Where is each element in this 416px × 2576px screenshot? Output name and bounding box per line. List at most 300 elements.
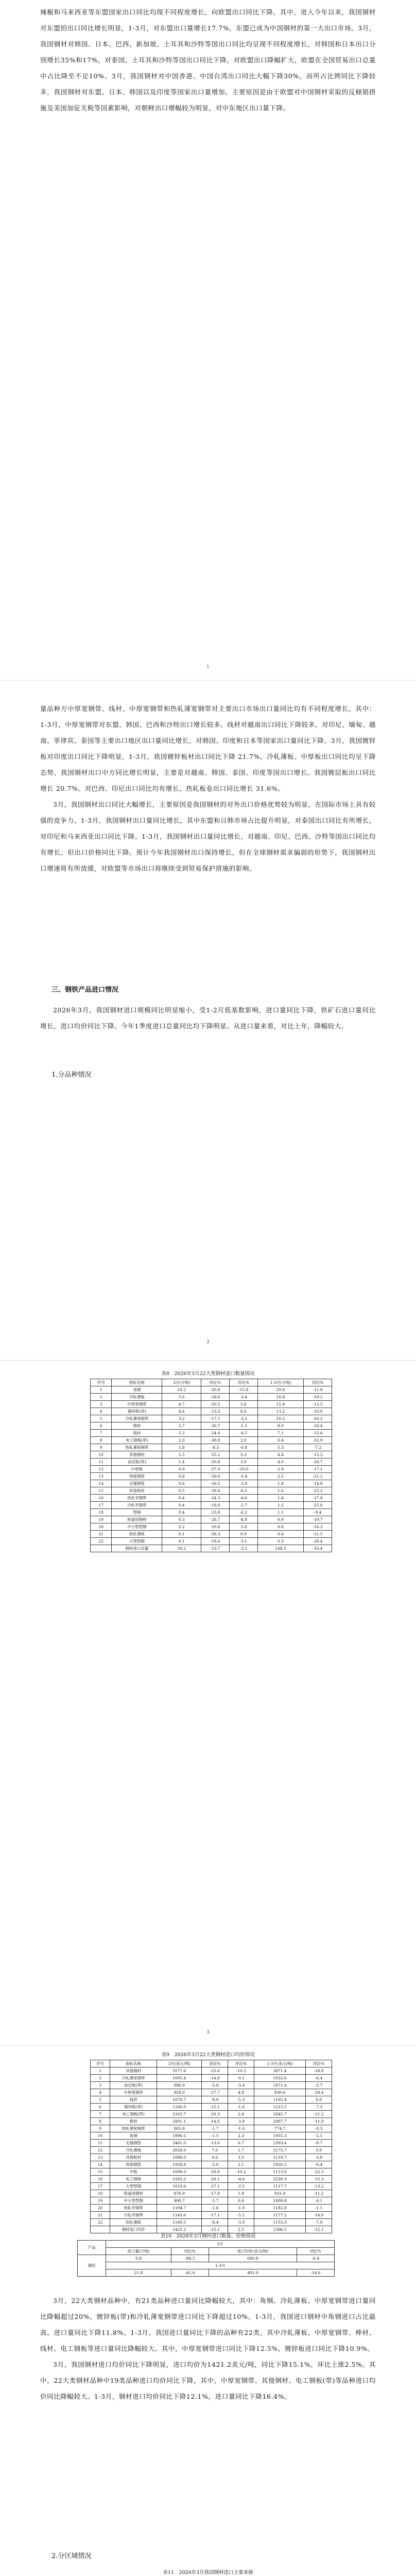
- header-cell: 1-3月(美元/吨): [254, 2060, 306, 2067]
- table-cell: 10: [91, 2132, 110, 2140]
- table-cell: 14: [91, 1480, 112, 1487]
- table-cell: 8: [91, 2118, 110, 2125]
- table-cell: -18.6: [201, 1538, 229, 1545]
- table-cell: 491.0: [209, 2269, 297, 2277]
- table-cell: -8.9: [202, 2096, 228, 2104]
- table-cell: 7.6: [202, 2147, 228, 2154]
- table-cell: 22: [91, 2219, 110, 2226]
- page-number: 3: [206, 2030, 210, 2035]
- table-cell: -6.4: [297, 2255, 334, 2262]
- page4-text: [40, 2293, 376, 2404]
- table-cell: -17.1: [304, 1466, 332, 1473]
- table-cell: 1.4: [257, 1495, 303, 1502]
- table-cell: -26.7: [201, 1516, 229, 1523]
- table-10-title: 表10 2026年3月钢坯进口数量、价格情况: [160, 2233, 256, 2239]
- table-row: [91, 2067, 332, 2075]
- table-cell: -1.7: [202, 2125, 228, 2132]
- table-cell: 1.2: [257, 1502, 303, 1509]
- table-cell: 2: [91, 1394, 112, 1401]
- table-cell: -25.1: [201, 1451, 229, 1459]
- table-cell: 热轧薄板: [110, 2219, 157, 2226]
- table-cell: 棒材: [112, 1422, 162, 1430]
- table-row: [91, 1487, 332, 1495]
- table-row: [91, 1408, 332, 1415]
- table-cell: 17: [91, 2183, 110, 2190]
- page2-paragraph-2: 3月，我国钢材出口同比大幅增长，主要原因是我国钢材的对外出口价格优势较为明显，在国际市场上具有较强的竞争力。1-3月，我国钢材出口量同比增长，其中东盟和日韩市场占比提升明显，对泰国出口同比有所增长，对印尼和马来西亚出口同比下降。1-3月，我国钢材出口量同比增长，对越南、印尼、巴西、沙特等国出口同比均有增长，但出口价格同比下降。预计今年我国钢材出口保持增长，但在全球钢材需求偏弱的形势下，我国钢材出口增速将有所放缓，对欧盟等市场出口将继续受到贸易保护措施的影响。: [40, 801, 376, 872]
- table-cell: 冷轧薄宽钢带: [112, 1415, 162, 1422]
- table-cell: 其他钢材: [112, 1451, 162, 1459]
- table-cell: 大型型钢: [112, 1538, 162, 1545]
- table-cell: 焊接钢管: [112, 1473, 162, 1480]
- table-cell: 2183.2: [157, 2176, 201, 2183]
- table-row: [91, 2096, 332, 2104]
- table-cell: -14.8: [202, 2075, 228, 2082]
- table-cell: -7.9: [306, 2219, 332, 2226]
- table-cell: -27.7: [202, 2089, 228, 2096]
- table-cell: -22.3: [306, 2168, 332, 2176]
- table-cell: 2.5: [228, 2226, 254, 2233]
- table-row: [78, 2269, 335, 2277]
- header-cell: 指标名称: [112, 1379, 162, 1386]
- table-cell: -17.9: [202, 2190, 228, 2197]
- table-cell: -5.4: [229, 1473, 257, 1480]
- table-cell: 0.3: [162, 1516, 201, 1523]
- table-cell: 1117.7: [254, 2183, 306, 2190]
- table-cell: 805.9: [157, 2125, 201, 2132]
- table-cell: 1032.6: [254, 2075, 306, 2082]
- table-cell: -11.9: [306, 2118, 332, 2125]
- table-cell: -25.8: [304, 1502, 332, 1509]
- table-cell: 50.2: [162, 1545, 201, 1552]
- table-cell: 3: [91, 2082, 110, 2089]
- table-row: [91, 2197, 332, 2205]
- table-cell: 1177.2: [254, 2212, 306, 2219]
- table-cell: 0.1: [162, 1531, 201, 1538]
- table-cell: 0.9: [162, 1466, 201, 1473]
- table-cell: 17: [91, 1502, 112, 1509]
- table-cell: 12: [91, 1466, 112, 1473]
- table-cell: -3.4: [229, 1394, 257, 1401]
- table-cell: 680.8: [209, 2255, 297, 2262]
- table-cell: -17.1: [202, 2212, 228, 2219]
- table-cell: 2.2: [162, 1430, 201, 1437]
- table-cell: -4.5: [229, 1430, 257, 1437]
- table-cell: 1194.7: [157, 2205, 201, 2212]
- table-cell: 0.4: [162, 1495, 201, 1502]
- table-cell: 8.6: [229, 1408, 257, 1415]
- table-cell: -20.3: [202, 2111, 228, 2118]
- header-cell: 序号: [91, 1379, 112, 1386]
- table-cell: 7: [91, 2111, 110, 2118]
- table-cell: 中厚宽钢带: [112, 1401, 162, 1408]
- table-cell: -2.7: [229, 1502, 257, 1509]
- page-4: [0, 2050, 416, 2576]
- table-cell: -27.9: [201, 1466, 229, 1473]
- table-cell: 线材: [112, 1430, 162, 1437]
- table-cell: -14.6: [297, 2269, 334, 2277]
- table-cell: -4.6: [228, 2176, 254, 2183]
- table-cell: 4.8: [228, 2089, 254, 2096]
- table-cell: -4.8: [229, 1516, 257, 1523]
- table-cell: 2028.6: [157, 2147, 201, 2154]
- table-cell: 涂层板(带): [110, 2082, 157, 2089]
- table-cell: -13.6: [202, 2140, 228, 2147]
- table-cell: 冷轧薄板: [110, 2147, 157, 2154]
- table-cell: 1955.3: [254, 2132, 306, 2140]
- table-cell: -19.2: [304, 1394, 332, 1401]
- table-cell: -25.6: [202, 2067, 228, 2075]
- table-cell: -20.1: [202, 2176, 228, 2183]
- table-cell: 焊接钢管: [110, 2161, 157, 2168]
- table-row: [91, 2075, 332, 2082]
- table-row: [91, 1538, 332, 1545]
- table-9-title: 表9 2026年3月22大类钢材进口均价情况: [161, 2052, 255, 2058]
- table-cell: -6.4: [202, 2219, 228, 2226]
- table-cell: 1143.6: [157, 2212, 201, 2219]
- table-cell: 29.8: [257, 1386, 303, 1394]
- table-cell: -20.5: [201, 1401, 229, 1408]
- table-cell: 10.2: [257, 1415, 303, 1422]
- page1-text: [40, 4, 376, 116]
- table-cell: -28.3: [201, 1531, 229, 1538]
- table-row: [91, 1473, 332, 1480]
- table-cell: 5.6: [229, 1401, 257, 1408]
- table-cell: -2.7: [306, 2082, 332, 2089]
- table-cell: -0.1: [228, 2075, 254, 2082]
- table-row: [91, 1495, 332, 1502]
- table-cell: -45.0: [171, 2269, 209, 2277]
- table-cell: 其他板材: [112, 1487, 162, 1495]
- table-row: [91, 1394, 332, 1401]
- table-cell: -16.4: [304, 1545, 332, 1552]
- month-header-cell: 3月: [106, 2241, 335, 2248]
- header-cell: 同比%: [202, 2060, 228, 2067]
- table-cell: 15: [91, 1487, 112, 1495]
- table-cell: -0.8: [229, 1444, 257, 1451]
- table-cell: -8.7: [306, 2140, 332, 2147]
- table-cell: -10.0: [229, 1466, 257, 1473]
- table-cell: 5.3: [257, 1444, 303, 1451]
- table-cell: 7.1: [257, 1430, 303, 1437]
- table-cell: 钢材进口均价: [110, 2226, 157, 2233]
- table-cell: -4.6: [229, 1495, 257, 1502]
- header-cell: 进口均价(美元/吨): [209, 2248, 297, 2255]
- table-cell: 0.9: [257, 1516, 303, 1523]
- table-cell: 热轧窄钢带: [110, 2205, 157, 2212]
- page2-intro: [40, 1002, 376, 1034]
- page2-text: [40, 701, 376, 876]
- table-cell: -8.3: [306, 2125, 332, 2132]
- table-cell: -16.3: [304, 1523, 332, 1531]
- table-row: [91, 1415, 332, 1422]
- table-cell: 15: [91, 2168, 110, 2176]
- table-row: [91, 2183, 332, 2190]
- table-cell: 4.6: [162, 1408, 201, 1415]
- table-cell: -16.2: [304, 1415, 332, 1422]
- table-cell: -18.0: [201, 1502, 229, 1509]
- table-cell: -15.3: [306, 2176, 332, 2183]
- page-number: 1: [206, 665, 210, 670]
- table-cell: -14.6: [202, 2118, 228, 2125]
- table-cell: -19.7: [304, 1516, 332, 1523]
- table-cell: -1.5: [202, 2132, 228, 2140]
- table-cell: -15.1: [202, 2104, 228, 2111]
- table-row: [91, 1386, 332, 1394]
- page2-paragraph-1: 量品种方中厚宽钢带、线材、中厚宽钢带和热轧薄宽钢带对主要出口市场出口量同比均有不同程度增长，其中：1-3月，中厚宽钢带对东盟、韩国、巴西和沙特出口增长较多。线材对越南出口同比下降较多，对印尼、缅甸、越南、菲律宾、泰国等主要出口地区出口量同比增长，对韩国、印度和日本等国家出口量同比下降。3月，我国镀锌板对印度出口同比下降明显，1-3月，我国镀锌板材出口同比下降 21.7%，冷轧薄板、中厚板出口同比均呈下降态势，我国钢材出口中方同比增长明显，主要是对越南、韩国、泰国、印度等国出口增长。我国镀层板出口同比增长 20.7%。对巴西、印尼出口同比均有增长，热轧板卷出口同比增长 31.6%。: [40, 705, 376, 792]
- table-cell: 1113.9: [254, 2168, 306, 2176]
- header-cell: 同比%: [201, 1379, 229, 1386]
- table-cell: 0.8: [257, 1523, 303, 1531]
- page-3: [0, 1365, 416, 2045]
- table-cell: -10.2: [228, 2168, 254, 2176]
- table-cell: 2401.0: [157, 2140, 201, 2147]
- table-cell: -5.3: [228, 2096, 254, 2104]
- table-cell: 7: [91, 1430, 112, 1437]
- table-cell: -2.5: [228, 2183, 254, 2190]
- table-row: [91, 2089, 332, 2096]
- table-cell: -7.3: [306, 2104, 332, 2111]
- table-cell: 20: [91, 2205, 110, 2212]
- header-cell: 同比%: [304, 1379, 332, 1386]
- table-cell: -23.8: [201, 1509, 229, 1516]
- table-cell: 钢材进口总量: [112, 1545, 162, 1552]
- table-cell: -3.9: [229, 1480, 257, 1487]
- table-cell: 6.4: [257, 1437, 303, 1444]
- table-cell: 8.0: [257, 1422, 303, 1430]
- table-row: [91, 2212, 332, 2219]
- table-cell: 1071.4: [254, 2082, 306, 2089]
- table-cell: -28.6: [201, 1487, 229, 1495]
- table-cell: 1153.3: [254, 2219, 306, 2226]
- table-cell: 13.2: [257, 1408, 303, 1415]
- table-cell: 1140.5: [157, 2219, 201, 2226]
- table-cell: -5.8: [202, 2082, 228, 2089]
- table-row: [91, 2190, 332, 2197]
- table-cell: 无缝钢管: [110, 2140, 157, 2147]
- table-row: [91, 1509, 332, 1516]
- table-row: [91, 2205, 332, 2212]
- table-cell: 6: [91, 1422, 112, 1430]
- table-cell: -3.2: [229, 1545, 257, 1552]
- table-cell: 中厚板: [112, 1466, 162, 1473]
- table-cell: 16: [91, 1495, 112, 1502]
- table-cell: 冷轧薄宽钢带: [110, 2075, 157, 2082]
- table-cell: 中厚宽钢带: [110, 2089, 157, 2096]
- table-cell: 1119.7: [254, 2154, 306, 2161]
- table-cell: 2: [91, 2075, 110, 2082]
- page-1: [0, 0, 416, 680]
- table-row: [91, 2168, 332, 2176]
- table-cell: 2045.7: [254, 2111, 306, 2118]
- page-number: 2: [206, 1340, 210, 1345]
- table-cell: 4.4: [257, 1451, 303, 1459]
- table-cell: 11: [91, 2140, 110, 2147]
- table-cell: 6: [91, 2104, 110, 2111]
- table-cell: 1: [91, 2067, 110, 2075]
- table-9-body: [91, 2067, 332, 2233]
- table-cell: -5.2: [228, 2212, 254, 2219]
- table-cell: 电工钢板: [110, 2176, 157, 2183]
- table-cell: -6.2: [229, 1509, 257, 1516]
- table-cell: -14.8: [304, 1480, 332, 1487]
- table-cell: -18.8: [306, 2067, 332, 2075]
- table-cell: -3.9: [228, 2118, 254, 2125]
- table-row: [91, 2118, 332, 2125]
- table-cell: 148.3: [257, 1545, 303, 1552]
- table-cell: -6.4: [306, 2075, 332, 2082]
- table-cell: 2007.7: [254, 2118, 306, 2125]
- table-cell: 22: [91, 1538, 112, 1545]
- table-cell: 18: [91, 1509, 112, 1516]
- table-cell: -28.4: [304, 1538, 332, 1545]
- table-cell: -5.0: [229, 1523, 257, 1531]
- table-cell: 1206.0: [157, 2104, 201, 2111]
- table-cell: -20.8: [201, 1459, 229, 1466]
- table-row: [91, 2161, 332, 2168]
- table-cell: 电工钢板(带): [110, 2111, 157, 2118]
- table-cell: -15.2: [304, 1451, 332, 1459]
- table-row: [91, 1459, 332, 1466]
- table-cell: -13.2: [306, 2183, 332, 2190]
- table-cell: 铁道用钢材: [112, 1516, 162, 1523]
- table-cell: 21.8: [106, 2269, 171, 2277]
- table-cell: 2230.3: [254, 2176, 306, 2183]
- table-cell: -17.8: [304, 1495, 332, 1502]
- table-cell: 中小型型钢: [112, 1523, 162, 1531]
- table-row: [91, 1523, 332, 1531]
- table-cell: 镀锌板(带): [110, 2104, 157, 2111]
- table-cell: 774.7: [254, 2125, 306, 2132]
- table-cell: 830.6: [254, 2089, 306, 2096]
- header-cell: 指标名称: [110, 2060, 157, 2067]
- table-cell: 0.3: [257, 1538, 303, 1545]
- section-3-title: 三、钢铁产品进口情况: [51, 986, 119, 994]
- table-cell: -11.2: [306, 2190, 332, 2197]
- table-cell: 大型型钢: [110, 2183, 157, 2190]
- table-row: [78, 2262, 335, 2269]
- table-cell: -21.2: [304, 1473, 332, 1480]
- table-cell: 1165.4: [254, 2096, 306, 2104]
- table-cell: 4.0: [257, 1459, 303, 1466]
- table-cell: -4.1: [306, 2197, 332, 2205]
- table-8: [90, 1379, 332, 1552]
- table-cell: 0.4: [162, 1502, 201, 1509]
- table-row: [78, 2255, 335, 2262]
- table-cell: 2.3: [228, 2132, 254, 2140]
- table-cell: -9.4: [304, 1509, 332, 1516]
- table-cell: -1.7: [202, 2197, 228, 2205]
- table-cell: -29.4: [306, 2089, 332, 2096]
- table-row: [91, 1451, 332, 1459]
- table-cell: 1005.4: [157, 2075, 201, 2082]
- table-cell: 5: [91, 1415, 112, 1422]
- table-cell: -23.7: [201, 1545, 229, 1552]
- table-cell: 线材: [110, 2096, 157, 2104]
- table-cell: 0.5: [162, 1487, 201, 1495]
- table-cell: 1.7: [228, 2147, 254, 2154]
- table-cell: 990.7: [157, 2197, 201, 2205]
- table-cell: 931.9: [254, 2190, 306, 2197]
- table-row: [91, 2082, 332, 2089]
- table-cell: 12: [91, 2147, 110, 2154]
- table-cell: -3.0: [306, 2154, 332, 2161]
- table-cell: 19: [91, 2197, 110, 2205]
- table-cell: 其他钢材: [110, 2067, 157, 2075]
- table-cell: 16: [91, 2176, 110, 2183]
- table-cell: 3.2: [162, 1415, 201, 1422]
- table-cell: 2.5: [257, 1473, 303, 1480]
- table-row: [91, 1444, 332, 1451]
- table-cell: 电工钢板(带): [112, 1437, 162, 1444]
- table-row: [91, 2154, 332, 2161]
- table-cell: -10.8: [201, 1523, 229, 1531]
- header-cell: 同比%: [306, 2060, 332, 2067]
- table-cell: 5.6: [162, 1394, 201, 1401]
- table-row: [91, 1430, 332, 1437]
- subsection-2-title: 2.分区域情况: [51, 2552, 92, 2560]
- table-cell: 4: [91, 2089, 110, 2096]
- header-cell: 进口量(万吨): [106, 2248, 171, 2255]
- table-cell: -6.5: [229, 1487, 257, 1495]
- table-cell: 镀锌板(带): [112, 1408, 162, 1415]
- page-divider: [0, 2045, 416, 2046]
- cumulative-header-cell: 1-3月: [106, 2262, 335, 2269]
- table-cell: 0.1: [162, 1538, 201, 1545]
- table-cell: 0.4: [162, 1509, 201, 1516]
- table-row: [91, 2176, 332, 2183]
- table-cell: 3: [91, 1401, 112, 1408]
- table-cell: 9: [91, 2125, 110, 2132]
- table-cell: -17.1: [201, 1415, 229, 1422]
- table-cell: 其他板材: [110, 2154, 157, 2161]
- table-row: [91, 2219, 332, 2226]
- header-cell: 1-3月(万吨): [257, 1379, 303, 1386]
- table-cell: 中小型型钢: [110, 2197, 157, 2205]
- table-cell: 1.6: [257, 1487, 303, 1495]
- table-cell: 2.0: [162, 1437, 201, 1444]
- table-cell: 热轧窄钢带: [112, 1495, 162, 1502]
- table-cell: -6.4: [306, 2161, 332, 2168]
- table-cell: 10.2: [162, 1386, 201, 1394]
- header-cell: 环比%: [229, 1379, 257, 1386]
- table-cell: 0.4: [228, 2197, 254, 2205]
- table-row: [91, 1502, 332, 1509]
- table-cell: 9: [91, 1444, 112, 1451]
- table-cell: [91, 1545, 112, 1552]
- table-cell: 3871.4: [254, 2067, 306, 2075]
- table-cell: 0.8: [306, 2096, 332, 2104]
- table-cell: -3.0: [228, 2219, 254, 2226]
- table-cell: 中板: [110, 2168, 157, 2176]
- table-cell: 3.5: [228, 2154, 254, 2161]
- table-cell: -14.0: [306, 2212, 332, 2219]
- table-cell: -38.8: [201, 1437, 229, 1444]
- table-cell: 1.8: [257, 1480, 303, 1487]
- table-cell: 2.1: [228, 2161, 254, 2168]
- table-cell: -20.8: [202, 2168, 228, 2176]
- row-label-cell: 钢坯: [78, 2255, 106, 2277]
- table-cell: -29.0: [201, 1473, 229, 1480]
- table-cell: 876.9: [157, 2190, 201, 2197]
- table-row: [91, 2132, 332, 2140]
- table-cell: 1099.3: [157, 2168, 201, 2176]
- table-row: [91, 2104, 332, 2111]
- table-cell: -15.1: [202, 2226, 228, 2233]
- table-row: [91, 1401, 332, 1408]
- table-cell: 冷轧薄板: [112, 1394, 162, 1401]
- table-cell: -88.2: [171, 2255, 209, 2262]
- table-cell: 21: [91, 1531, 112, 1538]
